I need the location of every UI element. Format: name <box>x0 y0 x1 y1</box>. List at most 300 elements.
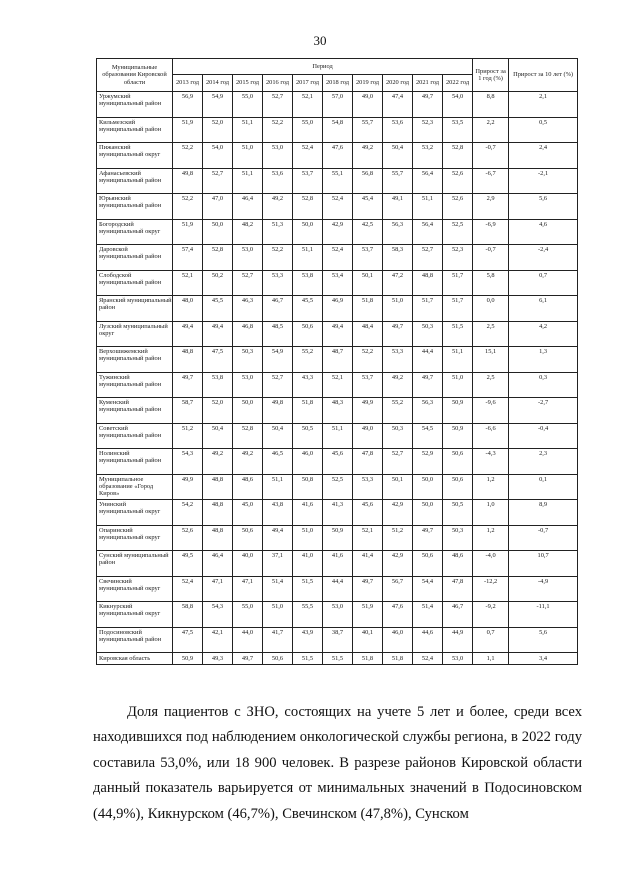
growth-1-year: -0,7 <box>473 143 509 169</box>
year-value: 50,4 <box>203 423 233 449</box>
year-value: 52,1 <box>173 270 203 296</box>
growth-1-year: -12,2 <box>473 576 509 602</box>
header-year: 2020 год <box>383 75 413 92</box>
region-name: Яранский муниципальный район <box>97 296 173 322</box>
year-value: 56,4 <box>413 219 443 245</box>
year-value: 53,3 <box>263 270 293 296</box>
year-value: 52,6 <box>173 525 203 551</box>
region-name: Кикнурский муниципальный округ <box>97 602 173 628</box>
table-row <box>97 321 578 347</box>
growth-1-year: -4,0 <box>473 551 509 577</box>
year-value: 52,5 <box>323 474 353 500</box>
year-value: 47,1 <box>233 576 263 602</box>
growth-1-year: 1,1 <box>473 653 509 665</box>
year-value: 49,2 <box>263 194 293 220</box>
year-value: 49,9 <box>173 474 203 500</box>
year-value: 42,1 <box>203 627 233 653</box>
growth-10-years: -2,4 <box>509 245 578 271</box>
year-value: 49,1 <box>383 194 413 220</box>
year-value: 52,6 <box>443 194 473 220</box>
year-value: 51,7 <box>443 270 473 296</box>
year-value: 51,2 <box>383 525 413 551</box>
year-value: 50,9 <box>443 398 473 424</box>
year-value: 52,7 <box>233 270 263 296</box>
year-value: 52,2 <box>353 347 383 373</box>
year-value: 55,2 <box>383 398 413 424</box>
year-value: 52,8 <box>443 143 473 169</box>
table-header <box>97 59 578 92</box>
table-row <box>97 143 578 169</box>
growth-10-years: 5,6 <box>509 194 578 220</box>
year-value: 47,8 <box>443 576 473 602</box>
header-period: Период <box>173 59 473 75</box>
header-growth-10-years: Прирост за 10 лет (%) <box>509 59 578 92</box>
year-value: 46,3 <box>233 296 263 322</box>
year-value: 50,8 <box>293 474 323 500</box>
growth-10-years: -11,1 <box>509 602 578 628</box>
year-value: 42,9 <box>383 500 413 526</box>
year-value: 49,4 <box>263 525 293 551</box>
year-value: 41,6 <box>323 551 353 577</box>
year-value: 49,4 <box>323 321 353 347</box>
year-value: 49,5 <box>173 551 203 577</box>
year-value: 50,3 <box>443 525 473 551</box>
year-value: 50,6 <box>293 321 323 347</box>
year-value: 53,0 <box>233 245 263 271</box>
year-value: 51,1 <box>293 245 323 271</box>
year-value: 47,6 <box>323 143 353 169</box>
growth-10-years: -4,9 <box>509 576 578 602</box>
header-year: 2018 год <box>323 75 353 92</box>
year-value: 47,5 <box>173 627 203 653</box>
year-value: 55,7 <box>353 117 383 143</box>
table-row <box>97 525 578 551</box>
year-value: 49,4 <box>173 321 203 347</box>
year-value: 45,5 <box>293 296 323 322</box>
year-value: 52,2 <box>263 117 293 143</box>
year-value: 51,0 <box>233 143 263 169</box>
year-value: 56,7 <box>383 576 413 602</box>
year-value: 49,8 <box>173 168 203 194</box>
page-number: 30 <box>313 33 327 48</box>
year-value: 37,1 <box>263 551 293 577</box>
paragraph: Доля пациентов с ЗНО, состоящих на учете 5 лет и более, среди всех находившихся под наблюдением онкологической службы региона, в 2022 году составила 53,0%, или 18 900 человек. В разрезе районов Кировской области данный показатель варьируется от минимальных значений в Подосиновском (44,9%), Кикнурском (46,7%), Свечинском (47,8%), Сунском <box>93 704 582 822</box>
header-year: 2016 год <box>263 75 293 92</box>
year-value: 46,4 <box>203 551 233 577</box>
year-value: 56,9 <box>173 92 203 118</box>
region-name: Даровской муниципальный район <box>97 245 173 271</box>
year-value: 53,3 <box>383 347 413 373</box>
growth-10-years: 1,3 <box>509 347 578 373</box>
year-value: 57,4 <box>173 245 203 271</box>
year-value: 49,7 <box>413 372 443 398</box>
year-value: 41,6 <box>293 500 323 526</box>
year-value: 55,0 <box>233 602 263 628</box>
year-value: 48,5 <box>263 321 293 347</box>
table-row <box>97 168 578 194</box>
table-row <box>97 92 578 118</box>
table-row <box>97 602 578 628</box>
growth-1-year: 1,0 <box>473 500 509 526</box>
year-value: 49,3 <box>203 653 233 665</box>
year-value: 49,8 <box>263 398 293 424</box>
table-row <box>97 449 578 475</box>
year-value: 50,1 <box>353 270 383 296</box>
year-value: 54,5 <box>413 423 443 449</box>
table-row <box>97 117 578 143</box>
growth-10-years: 6,1 <box>509 296 578 322</box>
year-value: 52,0 <box>203 398 233 424</box>
region-name: Уржумский муниципальный район <box>97 92 173 118</box>
year-value: 53,0 <box>263 143 293 169</box>
region-name: Унинский муниципальный округ <box>97 500 173 526</box>
year-value: 53,0 <box>323 602 353 628</box>
year-value: 49,0 <box>353 423 383 449</box>
year-value: 52,4 <box>173 576 203 602</box>
year-value: 53,7 <box>353 372 383 398</box>
year-value: 44,0 <box>233 627 263 653</box>
growth-10-years: 0,1 <box>509 474 578 500</box>
growth-10-years: 8,9 <box>509 500 578 526</box>
region-name: Свечинский муниципальный округ <box>97 576 173 602</box>
year-value: 47,6 <box>383 602 413 628</box>
year-value: 49,7 <box>353 576 383 602</box>
growth-10-years: 2,3 <box>509 449 578 475</box>
growth-10-years: -0,4 <box>509 423 578 449</box>
year-value: 52,8 <box>233 423 263 449</box>
growth-1-year: 5,8 <box>473 270 509 296</box>
year-value: 49,2 <box>233 449 263 475</box>
year-value: 38,7 <box>323 627 353 653</box>
year-value: 46,5 <box>263 449 293 475</box>
year-value: 51,5 <box>323 653 353 665</box>
year-value: 55,1 <box>323 168 353 194</box>
table-row <box>97 474 578 500</box>
year-value: 55,2 <box>293 347 323 373</box>
year-value: 46,7 <box>263 296 293 322</box>
year-value: 52,4 <box>323 194 353 220</box>
year-value: 56,3 <box>413 398 443 424</box>
year-value: 52,0 <box>203 117 233 143</box>
table-row <box>97 398 578 424</box>
year-value: 53,2 <box>413 143 443 169</box>
growth-10-years: 10,7 <box>509 551 578 577</box>
year-value: 43,8 <box>263 500 293 526</box>
year-value: 42,9 <box>323 219 353 245</box>
region-name: Пижанский муниципальный округ <box>97 143 173 169</box>
year-value: 49,7 <box>413 92 443 118</box>
year-value: 46,7 <box>443 602 473 628</box>
year-value: 56,4 <box>413 168 443 194</box>
year-value: 53,4 <box>323 270 353 296</box>
year-value: 48,7 <box>323 347 353 373</box>
year-value: 54,0 <box>443 92 473 118</box>
region-name: Подосиновский муниципальный район <box>97 627 173 653</box>
year-value: 53,0 <box>443 653 473 665</box>
growth-1-year: -9,6 <box>473 398 509 424</box>
year-value: 50,3 <box>233 347 263 373</box>
year-value: 49,7 <box>413 525 443 551</box>
year-value: 58,8 <box>173 602 203 628</box>
year-value: 51,5 <box>293 653 323 665</box>
year-value: 46,0 <box>383 627 413 653</box>
region-name: Кильмезский муниципальный район <box>97 117 173 143</box>
year-value: 42,9 <box>383 551 413 577</box>
year-value: 56,8 <box>353 168 383 194</box>
year-value: 51,1 <box>323 423 353 449</box>
year-value: 44,4 <box>323 576 353 602</box>
year-value: 51,1 <box>263 474 293 500</box>
year-value: 44,9 <box>443 627 473 653</box>
header-year: 2013 год <box>173 75 203 92</box>
year-value: 45,4 <box>353 194 383 220</box>
year-value: 52,3 <box>443 245 473 271</box>
year-value: 47,0 <box>203 194 233 220</box>
year-value: 54,3 <box>173 449 203 475</box>
year-value: 52,2 <box>173 143 203 169</box>
table-row <box>97 245 578 271</box>
year-value: 54,2 <box>173 500 203 526</box>
body-text <box>93 700 582 827</box>
year-value: 48,3 <box>323 398 353 424</box>
year-value: 45,0 <box>233 500 263 526</box>
growth-1-year: 2,5 <box>473 321 509 347</box>
year-value: 51,8 <box>293 398 323 424</box>
table-row <box>97 270 578 296</box>
year-value: 49,2 <box>383 372 413 398</box>
year-value: 54,9 <box>203 92 233 118</box>
region-name: Лузский муниципальный округ <box>97 321 173 347</box>
year-value: 51,9 <box>173 117 203 143</box>
year-value: 52,7 <box>383 449 413 475</box>
year-value: 52,1 <box>353 525 383 551</box>
year-value: 50,9 <box>323 525 353 551</box>
growth-1-year: -9,2 <box>473 602 509 628</box>
growth-1-year: 2,5 <box>473 372 509 398</box>
year-value: 49,7 <box>173 372 203 398</box>
year-value: 49,7 <box>233 653 263 665</box>
year-value: 53,8 <box>293 270 323 296</box>
region-name: Опаринский муниципальный округ <box>97 525 173 551</box>
year-value: 51,0 <box>383 296 413 322</box>
year-value: 58,7 <box>173 398 203 424</box>
table-row <box>97 423 578 449</box>
region-name: Богородский муниципальный округ <box>97 219 173 245</box>
year-value: 55,0 <box>233 92 263 118</box>
year-value: 50,6 <box>443 449 473 475</box>
year-value: 50,9 <box>173 653 203 665</box>
growth-1-year: 1,2 <box>473 525 509 551</box>
oncology-statistics-table <box>96 58 578 665</box>
year-value: 52,4 <box>323 245 353 271</box>
year-value: 48,6 <box>443 551 473 577</box>
year-value: 53,7 <box>353 245 383 271</box>
year-value: 46,0 <box>293 449 323 475</box>
year-value: 48,8 <box>203 525 233 551</box>
table-row <box>97 219 578 245</box>
year-value: 55,0 <box>293 117 323 143</box>
year-value: 46,9 <box>323 296 353 322</box>
year-value: 51,1 <box>443 347 473 373</box>
year-value: 51,2 <box>173 423 203 449</box>
year-value: 50,9 <box>443 423 473 449</box>
year-value: 53,6 <box>383 117 413 143</box>
growth-10-years: 0,5 <box>509 117 578 143</box>
year-value: 55,7 <box>383 168 413 194</box>
year-value: 52,7 <box>263 92 293 118</box>
year-value: 50,0 <box>413 500 443 526</box>
growth-1-year: 8,8 <box>473 92 509 118</box>
region-name: Слободской муниципальный район <box>97 270 173 296</box>
region-name: Муниципальное образование «Город Киров» <box>97 474 173 500</box>
total-row <box>97 653 578 665</box>
growth-10-years: 2,1 <box>509 92 578 118</box>
region-name: Тужинский муниципальный район <box>97 372 173 398</box>
year-value: 53,7 <box>293 168 323 194</box>
table-row <box>97 551 578 577</box>
year-value: 52,7 <box>203 168 233 194</box>
region-name: Советский муниципальный район <box>97 423 173 449</box>
year-value: 51,8 <box>353 296 383 322</box>
year-value: 51,8 <box>353 653 383 665</box>
year-value: 51,4 <box>413 602 443 628</box>
year-value: 52,1 <box>293 92 323 118</box>
growth-1-year: -6,6 <box>473 423 509 449</box>
year-value: 57,0 <box>323 92 353 118</box>
growth-10-years: 3,4 <box>509 653 578 665</box>
year-value: 50,6 <box>263 653 293 665</box>
year-value: 51,7 <box>413 296 443 322</box>
year-value: 48,8 <box>203 500 233 526</box>
year-value: 43,3 <box>293 372 323 398</box>
growth-10-years: 4,6 <box>509 219 578 245</box>
year-value: 47,8 <box>353 449 383 475</box>
year-value: 40,0 <box>233 551 263 577</box>
year-value: 51,4 <box>263 576 293 602</box>
year-value: 50,1 <box>383 474 413 500</box>
year-value: 55,5 <box>293 602 323 628</box>
growth-1-year: 15,1 <box>473 347 509 373</box>
year-value: 51,1 <box>413 194 443 220</box>
year-value: 50,4 <box>263 423 293 449</box>
table-row <box>97 194 578 220</box>
growth-10-years: 0,3 <box>509 372 578 398</box>
region-name: Куменский муниципальный район <box>97 398 173 424</box>
year-value: 45,6 <box>353 500 383 526</box>
year-value: 52,4 <box>293 143 323 169</box>
year-value: 41,3 <box>323 500 353 526</box>
year-value: 50,5 <box>443 500 473 526</box>
year-value: 50,4 <box>383 143 413 169</box>
growth-10-years: 5,6 <box>509 627 578 653</box>
year-value: 48,8 <box>173 347 203 373</box>
year-value: 52,7 <box>413 245 443 271</box>
year-value: 50,5 <box>293 423 323 449</box>
header-year: 2015 год <box>233 75 263 92</box>
year-value: 51,9 <box>173 219 203 245</box>
year-value: 43,9 <box>293 627 323 653</box>
table-row <box>97 627 578 653</box>
growth-1-year: -4,3 <box>473 449 509 475</box>
year-value: 52,6 <box>443 168 473 194</box>
year-value: 52,7 <box>263 372 293 398</box>
year-value: 52,8 <box>203 245 233 271</box>
table-row <box>97 296 578 322</box>
year-value: 54,9 <box>263 347 293 373</box>
year-value: 40,1 <box>353 627 383 653</box>
year-value: 50,0 <box>203 219 233 245</box>
growth-1-year: -0,7 <box>473 245 509 271</box>
year-value: 51,1 <box>233 168 263 194</box>
year-value: 47,1 <box>203 576 233 602</box>
region-name: Кировская область <box>97 653 173 665</box>
header-year: 2021 год <box>413 75 443 92</box>
year-value: 49,2 <box>353 143 383 169</box>
year-value: 51,5 <box>293 576 323 602</box>
year-value: 50,3 <box>413 321 443 347</box>
year-value: 52,1 <box>323 372 353 398</box>
year-value: 45,5 <box>203 296 233 322</box>
year-value: 51,1 <box>233 117 263 143</box>
year-value: 49,0 <box>353 92 383 118</box>
growth-10-years: -2,1 <box>509 168 578 194</box>
year-value: 50,6 <box>233 525 263 551</box>
growth-1-year: 2,2 <box>473 117 509 143</box>
growth-1-year: 2,9 <box>473 194 509 220</box>
year-value: 41,7 <box>263 627 293 653</box>
year-value: 51,7 <box>443 296 473 322</box>
year-value: 51,5 <box>443 321 473 347</box>
growth-10-years: -2,7 <box>509 398 578 424</box>
region-name: Афанасьевский муниципальный район <box>97 168 173 194</box>
year-value: 50,2 <box>203 270 233 296</box>
year-value: 49,7 <box>383 321 413 347</box>
year-value: 48,2 <box>233 219 263 245</box>
year-value: 45,6 <box>323 449 353 475</box>
region-name: Верхошижемский муниципальный район <box>97 347 173 373</box>
year-value: 52,2 <box>263 245 293 271</box>
year-value: 51,0 <box>263 602 293 628</box>
year-value: 49,4 <box>203 321 233 347</box>
region-name: Нолинский муниципальный район <box>97 449 173 475</box>
region-name: Сунский муниципальный район <box>97 551 173 577</box>
header-year: 2022 год <box>443 75 473 92</box>
year-value: 52,4 <box>413 653 443 665</box>
year-value: 46,8 <box>233 321 263 347</box>
header-year: 2017 год <box>293 75 323 92</box>
growth-10-years: 0,7 <box>509 270 578 296</box>
year-value: 48,4 <box>353 321 383 347</box>
year-value: 52,5 <box>443 219 473 245</box>
year-value: 48,6 <box>233 474 263 500</box>
table-row <box>97 347 578 373</box>
year-value: 54,8 <box>323 117 353 143</box>
year-value: 54,0 <box>203 143 233 169</box>
header-year: 2014 год <box>203 75 233 92</box>
year-value: 42,5 <box>353 219 383 245</box>
growth-1-year: 1,2 <box>473 474 509 500</box>
growth-10-years: -0,7 <box>509 525 578 551</box>
year-value: 56,3 <box>383 219 413 245</box>
year-value: 51,9 <box>353 602 383 628</box>
growth-1-year: 0,0 <box>473 296 509 322</box>
year-value: 58,3 <box>383 245 413 271</box>
year-value: 48,8 <box>203 474 233 500</box>
year-value: 50,0 <box>233 398 263 424</box>
year-value: 51,3 <box>263 219 293 245</box>
year-value: 44,6 <box>413 627 443 653</box>
year-value: 47,5 <box>203 347 233 373</box>
